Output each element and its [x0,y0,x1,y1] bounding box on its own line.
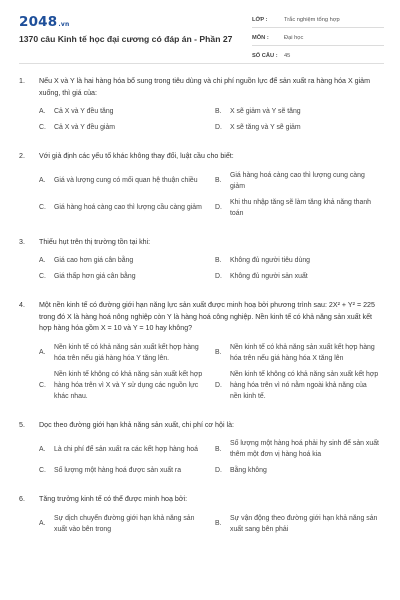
page-header [0,0,400,58]
meta-key: SỐ CÂU : [252,53,278,59]
question-6 [0,494,400,540]
option-b[interactable] [215,170,385,192]
option-grid [0,255,400,287]
question-number: 1. [19,77,25,85]
option-grid [0,513,400,540]
option-label: A. [39,108,46,115]
meta-row-subject [252,31,384,46]
meta-key: MÔN : [252,35,269,41]
option-label: B. [215,520,222,527]
meta-value: Đại học [284,35,304,41]
meta-key: LỚP : [252,17,268,23]
option-label: C. [39,124,46,131]
option-text: Giá và lượng cung có mối quan hệ thuận chiều [54,177,198,184]
site-logo[interactable] [19,14,69,30]
option-text: X sẽ giảm và Y sẽ tăng [230,108,301,115]
option-b[interactable] [215,255,385,266]
option-text: Nền kinh tế không có khả năng sản xuất kết hợp hàng hóa trên vì X và Y sử dụng các nguồn lực khác nhau. [54,370,203,400]
option-label: B. [215,177,222,184]
option-text: Là chi phí để sản xuất ra các kết hợp hàng hoá [54,445,198,453]
document-title: 1370 câu Kinh tế học đại cương có đáp án - Phần 27 [19,34,233,44]
question-text: Nếu X và Y là hai hàng hóa bổ sung trong tiêu dùng và chi phí nguồn lực để sản xuất ra hàng hóa X giảm xuống, thì giá của: [39,77,371,97]
option-label: C. [39,467,46,474]
option-a[interactable] [39,255,209,266]
question-number: 2. [19,152,25,160]
question-head [19,237,381,249]
option-label: B. [215,257,222,264]
option-d[interactable] [215,369,385,402]
question-text: Một nền kinh tế có đường giới hạn năng lực sản xuất được minh hoạ bởi phương trình sau: 2X² + Y² = 225 trong đó X là hàng hoá nông nghiệp còn Y là hàng hoá công nghiệp. Nền kinh tế có khả năng sản xuất kết hợp hàng hóa gồm X = 10 và Y = 10 hay không? [39,301,375,332]
question-2 [0,151,400,224]
question-3 [0,237,400,288]
option-a[interactable] [39,342,209,364]
option-label: A. [39,520,46,527]
option-b[interactable] [215,438,385,460]
option-c[interactable] [39,122,209,133]
option-label: C. [39,273,46,280]
question-list [0,76,400,553]
meta-info [252,13,384,67]
option-text: Khi thu nhập tăng sẽ làm tăng khả năng thanh toán [230,198,371,217]
option-c[interactable] [39,369,209,402]
option-label: D. [215,467,222,474]
question-number: 3. [19,237,25,246]
option-grid [0,106,400,138]
option-grid [0,438,400,481]
question-1 [0,76,400,138]
option-grid [0,342,400,407]
question-head [19,300,381,335]
option-text: Nền kinh tế không có khả năng sản xuất kết hợp hàng hóa trên vì nó nằm ngoài khả năng của nền kinh tế. [230,370,379,400]
option-label: B. [215,349,222,356]
option-label: C. [39,204,46,211]
option-label: A. [39,445,46,453]
question-number: 6. [19,495,25,503]
option-grid [0,170,400,224]
option-text: Giá hàng hoá càng cao thì lượng cầu càng giảm [54,204,202,211]
option-b[interactable] [215,513,385,535]
option-c[interactable] [39,271,209,282]
option-label: C. [39,381,46,389]
logo-suffix: .vn [58,21,70,28]
question-number: 5. [19,420,25,429]
option-label: B. [215,445,222,453]
option-text: Số lượng một hàng hoá phải hy sinh để sản xuất thêm một đơn vị hàng hoá kia [230,440,379,458]
question-head [19,151,381,163]
option-text: Bằng không [230,467,267,474]
option-a[interactable] [39,513,209,535]
meta-row-count [252,49,384,64]
question-text: Thiếu hụt trên thị trường tồn tại khi: [39,237,151,246]
option-text: Nền kinh tế có khả năng sản xuất kết hợp hàng hóa trên nếu giá hàng hóa X tăng lên [230,343,375,362]
question-number: 4. [19,301,25,309]
logo-text: 2048 [19,14,58,30]
option-text: Không đủ người tiêu dùng [230,257,311,264]
option-label: D. [215,204,222,211]
question-5 [0,420,400,482]
option-label: B. [215,108,222,115]
option-text: Nền kinh tế có khả năng sản xuất kết hợp hàng hóa trên nếu giá hàng hóa Y tăng lên. [54,343,199,362]
option-text: Không đủ người sản xuất [230,273,308,280]
option-label: D. [215,124,222,131]
option-label: A. [39,257,46,264]
option-a[interactable] [39,438,209,460]
option-a[interactable] [39,106,209,117]
option-b[interactable] [215,342,385,364]
option-c[interactable] [39,197,209,219]
header-divider [19,63,384,64]
option-text: Sự vận động theo đường giới hạn khả năng sản xuất sang bên phải [230,514,378,533]
option-label: D. [215,273,222,280]
option-text: Cả X và Y đều giảm [54,124,116,131]
option-label: D. [215,381,222,389]
option-d[interactable] [215,271,385,282]
option-c[interactable] [39,465,209,476]
option-text: Số lượng một hàng hoá được sản xuất ra [54,467,182,474]
option-text: Cả X và Y đều tăng [54,108,114,115]
question-text: Tăng trưởng kinh tế có thể được minh hoạ bởi: [39,495,188,503]
question-text: Với giả định các yếu tố khác không thay đổi, luật cầu cho biết: [39,152,234,160]
option-text: Giá thấp hơn giá cân bằng [54,273,136,280]
option-d[interactable] [215,122,385,133]
option-label: A. [39,177,46,184]
question-head [19,420,381,432]
question-4 [0,300,400,407]
option-d[interactable] [215,465,385,476]
question-text: Dọc theo đường giới hạn khả năng sản xuất, chi phí cơ hội là: [39,420,234,429]
option-text: X sẽ tăng và Y sẽ giảm [230,124,301,131]
option-text: Giá hàng hoá càng cao thì lượng cung càng giảm [230,171,365,190]
option-a[interactable] [39,170,209,192]
meta-value: Trắc nghiệm tổng hợp [284,17,340,23]
question-head [19,76,381,99]
meta-row-class [252,13,384,28]
option-text: Giá cao hơn giá cân bằng [54,257,134,264]
option-text: Sự dịch chuyển đường giới hạn khả năng sản xuất vào bên trong [54,514,195,533]
meta-value: 45 [284,53,291,59]
option-label: A. [39,349,46,356]
option-d[interactable] [215,197,385,219]
option-b[interactable] [215,106,385,117]
question-head [19,494,381,506]
